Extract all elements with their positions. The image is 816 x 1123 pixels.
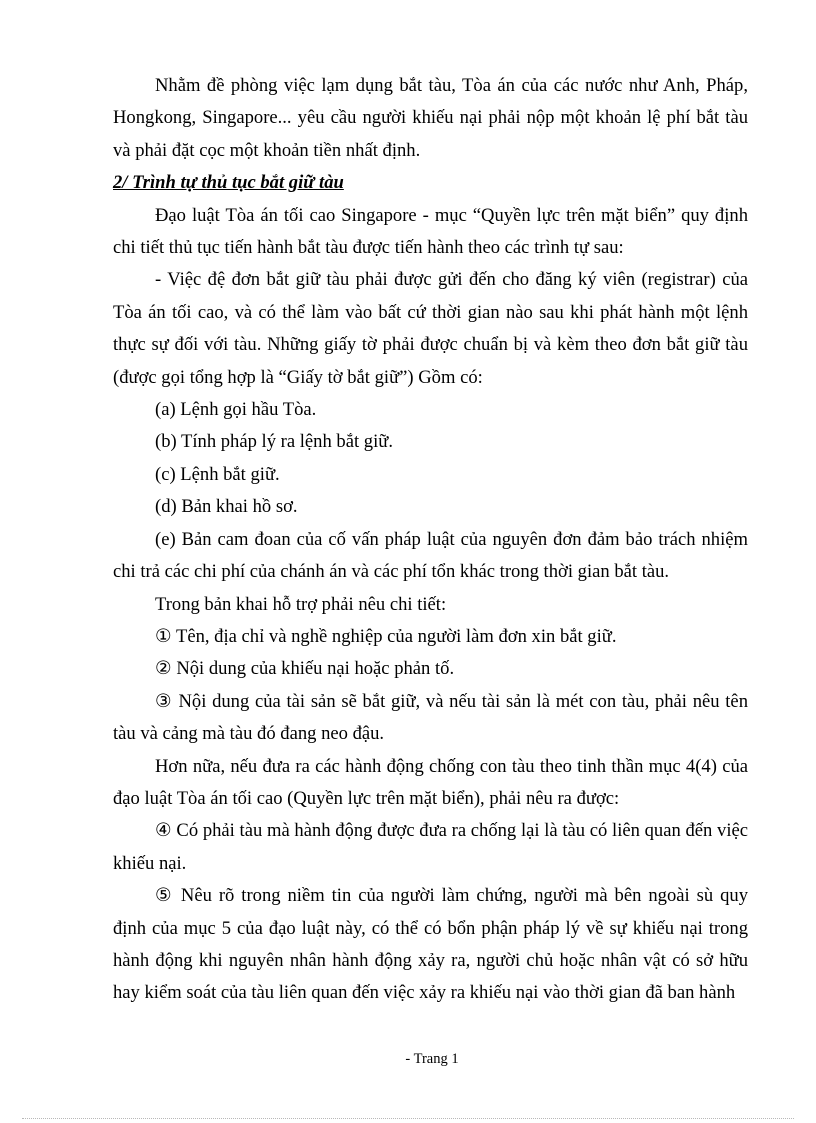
list-item-a: (a) Lệnh gọi hầu Tòa. bbox=[155, 399, 317, 421]
page-footer: - Trang 1 bbox=[405, 1051, 459, 1067]
list-item-d: (d) Bản khai hồ sơ. bbox=[155, 496, 298, 518]
circled-item-4: ④ Có phải tàu mà hành động được đưa ra chống lại là tàu có liên quan đến việc khiếu nại. bbox=[113, 820, 748, 874]
paragraph-deposit-requirement: Nhằm đề phòng việc lạm dụng bắt tàu, Tòa án của các nước như Anh, Pháp, Hongkong, Singapore... yêu cầu người khiếu nại phải nộp một khoản lệ phí bắt tàu và phải đặt cọc một khoản tiền nhất định. bbox=[113, 75, 748, 161]
paragraph-singapore-act: Đạo luật Tòa án tối cao Singapore - mục “Quyền lực trên mặt biển” quy định chi tiết thủ tục tiến hành bắt tàu được tiến hành theo các trình tự sau: bbox=[113, 204, 748, 259]
circled-item-3: ③ Nội dung của tài sản sẽ bắt giữ, và nếu tài sản là mét con tàu, phải nêu tên tàu và cảng mà tàu đó đang neo đậu. bbox=[113, 690, 748, 745]
list-item-c: (c) Lệnh bắt giữ. bbox=[155, 463, 280, 485]
paragraph-affidavit-intro: Trong bản khai hỗ trợ phải nêu chi tiết: bbox=[155, 593, 447, 615]
section-heading: 2/ Trình tự thủ tục bắt giữ tàu bbox=[113, 172, 344, 194]
paragraph-section-4-4: Hơn nữa, nếu đưa ra các hành động chống con tàu theo tinh thần mục 4(4) của đạo luật Tòa án tối cao (Quyền lực trên mặt biển), phải nêu ra được: bbox=[113, 755, 748, 809]
list-item-e: (e) Bản cam đoan của cố vấn pháp luật của nguyên đơn đảm bảo trách nhiệm chi trả các chi phí của chánh án và các phí tổn khác trong thời gian bắt tàu. bbox=[113, 528, 748, 583]
page-bottom-divider bbox=[22, 1118, 794, 1119]
document-body bbox=[113, 70, 748, 1010]
circled-item-2: ② Nội dung của khiếu nại hoặc phản tố. bbox=[155, 658, 455, 680]
list-item-b: (b) Tính pháp lý ra lệnh bắt giữ. bbox=[155, 431, 393, 453]
circled-item-5: ⑤ Nêu rõ trong niềm tin của người làm chứng, người mà bên ngoài sù quy định của mục 5 của đạo luật này, có thể có bổn phận pháp lý về sự khiếu nại trong hành động khi nguyên nhân hành động xảy ra, người chủ hoặc nhân vật có sở hữu hay kiểm soát của tàu liên quan đến việc xảy ra khiếu nại vào thời gian đã ban hành bbox=[113, 885, 748, 1004]
paragraph-filing-procedure: - Việc đệ đơn bắt giữ tàu phải được gửi đến cho đăng ký viên (registrar) của Tòa án tối cao, và có thể làm vào bất cứ thời gian nào sau khi phát hành một lệnh thực sự đối với tàu. Những giấy tờ phải được chuẩn bị và kèm theo đơn bắt giữ tàu (được gọi tổng hợp là “Giấy tờ bắt giữ”) Gồm có: bbox=[113, 269, 748, 388]
circled-item-1: ① Tên, địa chỉ và nghề nghiệp của người làm đơn xin bắt giữ. bbox=[155, 625, 617, 647]
